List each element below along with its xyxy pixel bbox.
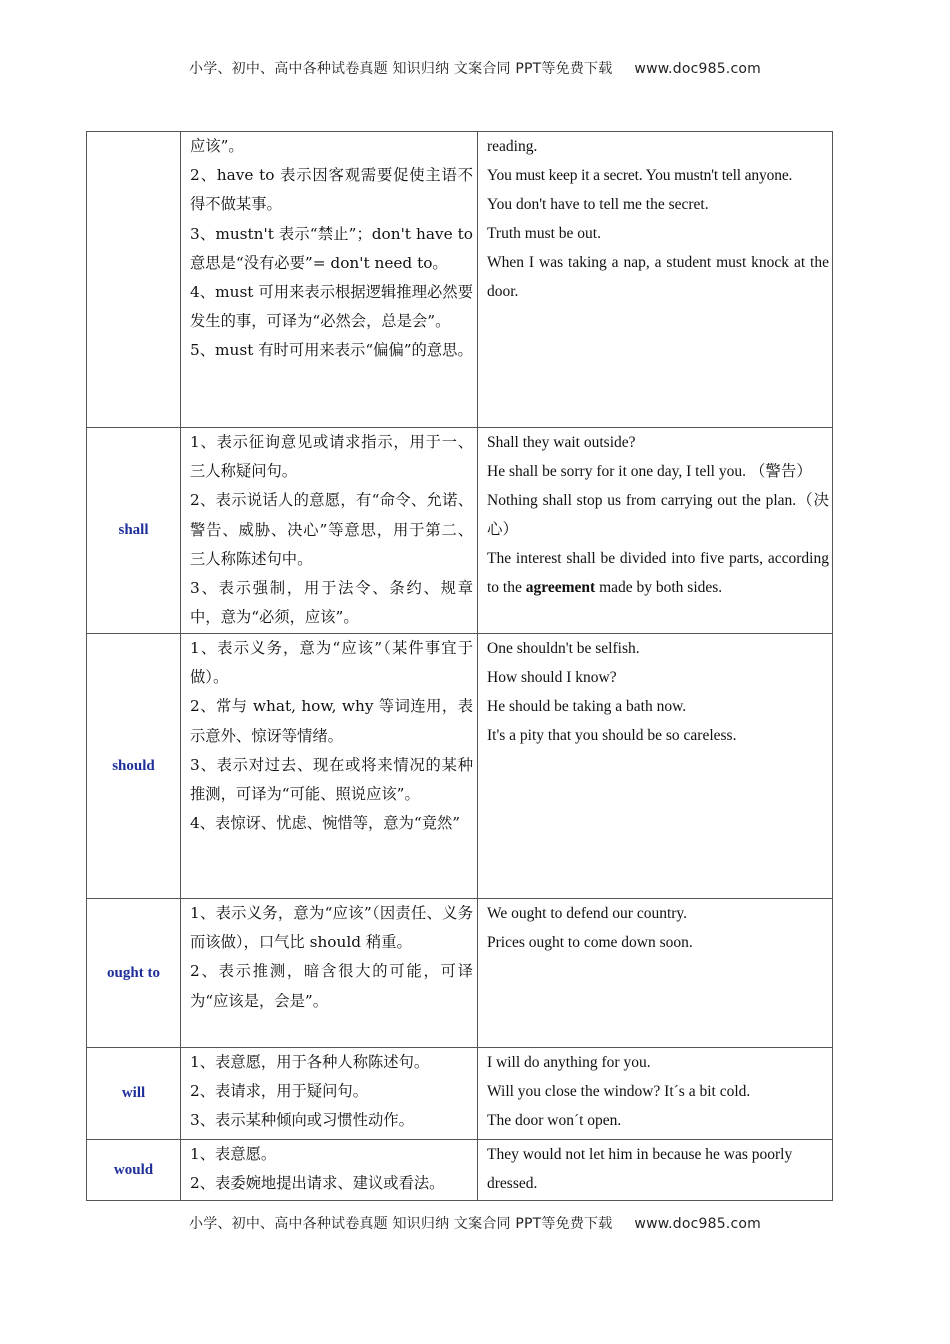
usage-line: 2、表示说话人的意愿，有“命令、允诺、警告、威胁、决心”等意思，用于第二、三人称陈述句中。 <box>190 491 473 568</box>
footer-url[interactable]: www.doc985.com <box>634 1216 761 1232</box>
example-sentence: I will do anything for you. <box>487 1054 651 1071</box>
usage-line: 1、表示征询意见或请求指示，用于一、三人称疑问句。 <box>190 433 473 481</box>
modal-word-ought-to: ought to <box>87 899 181 1048</box>
usage-cell <box>181 899 478 1048</box>
example-sentence: He should be taking a bath now. <box>487 698 687 715</box>
usage-line: 2、常与 what, how, why 等词连用，表示意外、惊讶等情绪。 <box>190 697 473 745</box>
usage-line: 应该”。 <box>190 137 244 155</box>
usage-line: 2、表请求，用于疑问句。 <box>190 1082 368 1101</box>
page-footer <box>0 1213 950 1233</box>
header-url[interactable]: www.doc985.com <box>634 61 761 77</box>
example-sentence: Truth must be out. <box>487 225 601 242</box>
table-row <box>87 428 833 634</box>
example-sentence: When I was taking a nap, a student must knock at the door. <box>487 254 829 300</box>
table-row <box>87 1048 833 1140</box>
example-cell <box>478 428 833 634</box>
example-sentence: reading. <box>487 138 538 155</box>
example-cell <box>478 1048 833 1140</box>
usage-cell <box>181 1140 478 1201</box>
example-cell <box>478 132 833 428</box>
example-sentence: One shouldn't be selfish. <box>487 640 640 657</box>
modal-word-will: will <box>87 1048 181 1140</box>
usage-line: 5、must 有时可用来表示“偏偏”的意思。 <box>190 341 473 360</box>
usage-line: 1、表示义务，意为“应该”（因责任、义务而该做），口气比 should 稍重。 <box>190 904 473 952</box>
footer-text: 小学、初中、高中各种试卷真题 知识归纳 文案合同 PPT等免费下载 <box>189 1216 613 1232</box>
modal-verbs-table <box>86 131 833 1201</box>
example-sentence: It's a pity that you should be so careless. <box>487 727 737 744</box>
usage-line: 1、表意愿。 <box>190 1145 277 1163</box>
usage-line: 3、表示某种倾向或习惯性动作。 <box>190 1111 414 1130</box>
modal-word-would: would <box>87 1140 181 1201</box>
usage-line: 4、表惊讶、忧虑、惋惜等，意为“竟然” <box>190 814 461 833</box>
table-row <box>87 634 833 899</box>
usage-line: 2、have to 表示因客观需要促使主语不得不做某事。 <box>190 166 473 214</box>
example-cell <box>478 1140 833 1201</box>
example-sentence: You don't have to tell me the secret. <box>487 196 709 213</box>
modal-word-shall: shall <box>87 428 181 634</box>
example-sentence: Prices ought to come down soon. <box>487 934 693 951</box>
header-text: 小学、初中、高中各种试卷真题 知识归纳 文案合同 PPT等免费下载 <box>189 61 613 77</box>
example-sentence: We ought to defend our country. <box>487 905 688 922</box>
usage-line: 3、表示强制，用于法令、条约、规章中，意为“必须，应该”。 <box>190 579 473 627</box>
usage-line: 1、表示义务，意为“应该”（某件事宜于做）。 <box>190 639 473 687</box>
example-sentence <box>487 544 829 602</box>
usage-cell <box>181 428 478 634</box>
usage-cell <box>181 132 478 428</box>
example-sentence: They would not let him in because he was poorly dressed. <box>487 1146 793 1192</box>
usage-cell <box>181 634 478 899</box>
usage-line: 3、表示对过去、现在或将来情况的某种推测，可译为“可能、照说应该”。 <box>190 755 473 804</box>
usage-line: 2、表委婉地提出请求、建议或看法。 <box>190 1174 445 1193</box>
keyword-agreement: agreement <box>525 579 596 596</box>
example-cell <box>478 634 833 899</box>
usage-line: 1、表意愿，用于各种人称陈述句。 <box>190 1053 430 1071</box>
table-row <box>87 899 833 1048</box>
usage-line: 3、mustn't 表示“禁止”；don't have to 意思是“没有必要”= don't need to。 <box>190 224 473 272</box>
table-row <box>87 1140 833 1201</box>
example-sentence: The door won´t open. <box>487 1112 622 1129</box>
example-sentence: Nothing shall stop us from carrying out the plan.（决心） <box>487 492 829 538</box>
page-header <box>0 58 950 78</box>
modal-word-cell <box>87 132 181 428</box>
example-sentence: Shall they wait outside? <box>487 434 636 451</box>
example-sentence: Will you close the window? It´s a bit cold. <box>487 1083 751 1100</box>
example-sentence: He shall be sorry for it one day, I tell you. （警告） <box>487 463 812 480</box>
usage-cell <box>181 1048 478 1140</box>
modal-word-should: should <box>87 634 181 899</box>
example-text: made by both sides. <box>595 579 723 596</box>
table-row <box>87 132 833 428</box>
example-text: The interest shall be divided into five parts, according to the <box>487 550 829 596</box>
usage-line: 2、表示推测，暗含很大的可能，可译为“应该是，会是”。 <box>190 962 473 1010</box>
example-sentence: How should I know? <box>487 669 617 686</box>
example-sentence: You must keep it a secret. You mustn't tell anyone. <box>487 167 793 184</box>
usage-line: 4、must 可用来表示根据逻辑推理必然要发生的事，可译为“必然会，总是会”。 <box>190 283 473 331</box>
example-cell <box>478 899 833 1048</box>
